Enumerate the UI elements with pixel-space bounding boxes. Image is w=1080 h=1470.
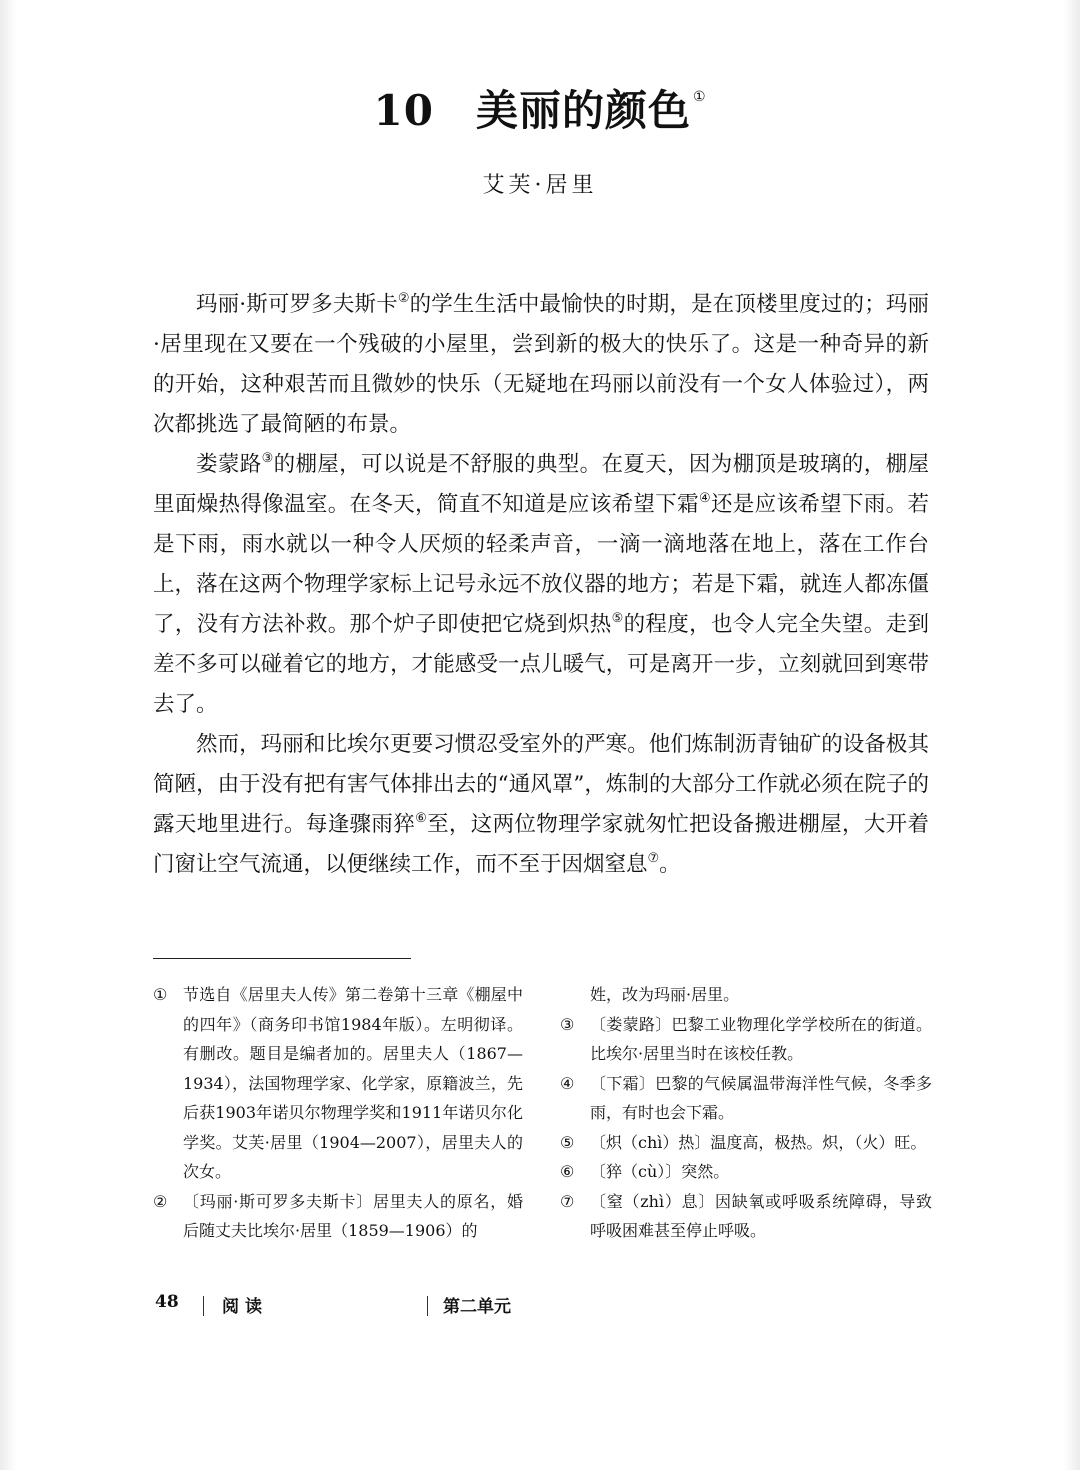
paragraph-text: 的学生生活中最愉快的时期，是在顶楼里度过的；玛丽·居里现在又要在一个残破的小屋里，尝到新的极大的快乐了。这是一种奇异的新的开始，这种艰苦而且微妙的快乐（无疑地在玛丽以前没有一个女人体验过），两次都挑选了最简陋的布景。 — [153, 292, 929, 437]
paragraph-text: 然而，玛丽和比埃尔更要习惯忍受室外的严寒。他们炼制沥青铀矿的设备极其简陋，由于没有把有害气体排出去的“通风罩”，炼制的大部分工作就必须在院子的露天地里进行。每逢骤雨猝 — [153, 732, 929, 837]
main-text — [153, 285, 929, 885]
footnote-text: 〔玛丽·斯可罗多夫斯卡〕居里夫人的原名，婚后随丈夫比埃尔·居里（1859—1906）的 — [183, 1191, 523, 1240]
footnote-text: 节选自《居里夫人传》第二卷第十三章《棚屋中的四年》（商务印书馆1984年版）。左明彻译。有删改。题目是编者加的。居里夫人（1867—1934），法国物理学家、化学家，原籍波兰，先后获1903年诺贝尔物理学奖和1911年诺贝尔化学奖。艾芙·居里（1904—2007），居里夫人的次女。 — [183, 985, 523, 1181]
footer-unit: 第二单元 — [443, 1297, 511, 1317]
footnote-mark: ② — [153, 1191, 168, 1211]
footnote-mark: ③ — [560, 1014, 575, 1034]
footnote — [560, 1187, 932, 1246]
footnote — [560, 980, 932, 1010]
footnote — [153, 1187, 523, 1246]
paragraph-text: 娄蒙路 — [196, 452, 262, 477]
author-name: 艾芙·居里 — [482, 173, 598, 198]
page-edge-shadow — [1064, 0, 1080, 1470]
footnote-ref: ⑦ — [647, 851, 660, 866]
footnote-ref: ④ — [698, 491, 711, 506]
footnote-ref: ⑥ — [415, 811, 428, 826]
footer-section: 阅读 — [222, 1297, 268, 1317]
footnote-ref: ② — [397, 291, 410, 306]
paragraph-text: 。 — [659, 852, 681, 877]
footnotes-right-column — [560, 980, 932, 1246]
footnote — [560, 1157, 932, 1187]
footer-separator — [203, 1296, 204, 1316]
footnote-rule — [153, 958, 411, 959]
footnote — [560, 1128, 932, 1158]
title-footnote-mark: ① — [692, 89, 707, 105]
paragraph — [153, 725, 929, 885]
paragraph-text: 至，这两位物理学家就匆忙把设备搬进棚屋，大开着门窗让空气流通，以便继续工作，而不至于因烟窒息 — [153, 812, 929, 877]
paragraph-text: 玛丽·斯可罗多夫斯卡 — [196, 292, 398, 317]
page-number: 48 — [155, 1292, 179, 1312]
footnote — [153, 980, 523, 1187]
footnotes-left-column — [153, 980, 523, 1246]
footnote-text: 〔娄蒙路〕巴黎工业物理化学学校所在的街道。比埃尔·居里当时在该校任教。 — [590, 1014, 932, 1063]
footnote-mark: ④ — [560, 1073, 575, 1093]
footnote-mark: ⑦ — [560, 1191, 575, 1211]
lesson-title — [0, 78, 1080, 138]
footnote-ref: ③ — [261, 451, 274, 466]
footnote-mark: ⑤ — [560, 1132, 575, 1152]
page-edge-shadow — [0, 0, 16, 1470]
footnote — [560, 1010, 932, 1069]
paragraph — [153, 445, 929, 725]
paragraph-text: 的棚屋，可以说是不舒服的典型。在夏天，因为棚顶是玻璃的，棚屋里面燥热得像温室。在冬天，简直不知道是应该希望下霜 — [153, 452, 929, 517]
footnote-mark: ⑥ — [560, 1162, 575, 1181]
lesson-number: 10 — [373, 86, 434, 135]
lesson-title-text: 美丽的颜色 — [475, 86, 691, 135]
paragraph-text: 还是应该希望下雨。若是下雨，雨水就以一种令人厌烦的轻柔声音，一滴一滴地落在地上，落在工作台上，落在这两个物理学家标上记号永远不放仪器的地方；若是下霜，就连人都冻僵了，没有方法补救。那个炉子即使把它烧到炽热 — [153, 492, 929, 637]
footnote-text: 〔窒（zhì）息〕因缺氧或呼吸系统障碍，导致呼吸困难甚至停止呼吸。 — [590, 1191, 932, 1240]
footnote-mark: ① — [153, 985, 168, 1004]
paragraph — [153, 285, 929, 445]
footnote-ref: ⑤ — [611, 611, 624, 626]
footnote — [560, 1069, 932, 1128]
footnote-text: 〔炽（chì）热〕温度高，极热。炽，（火）旺。 — [590, 1132, 927, 1152]
footnote-text: 〔猝（cù）〕突然。 — [590, 1162, 730, 1181]
footer-separator — [427, 1296, 428, 1316]
paragraph-text: 的程度，也令人完全失望。走到差不多可以碰着它的地方，才能感受一点儿暖气，可是离开一步，立刻就回到寒带去了。 — [153, 612, 929, 717]
footnote-text: 〔下霜〕巴黎的气候属温带海洋性气候，冬季多雨，有时也会下霜。 — [590, 1073, 932, 1122]
footnote-text: 姓，改为玛丽·居里。 — [590, 985, 740, 1004]
